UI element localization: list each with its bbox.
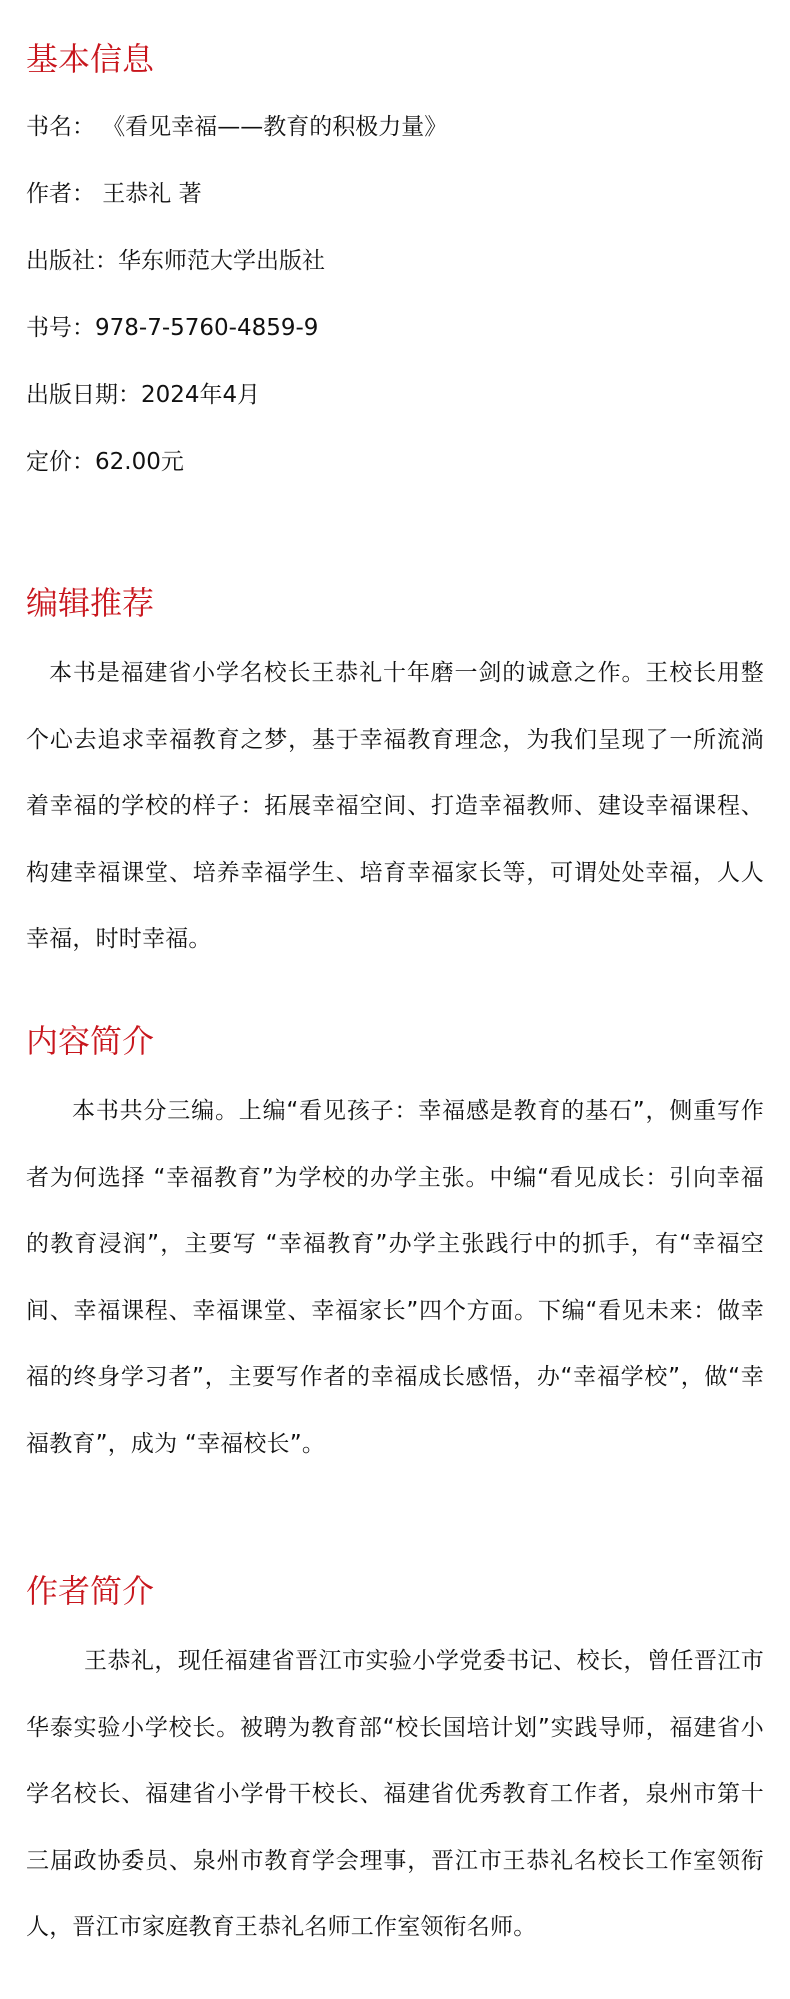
section-title-author-intro: 作者简介	[26, 1572, 155, 1610]
author-intro-text: 王恭礼，现任福建省晋江市实验小学党委书记、校长，曾任晋江市华泰实验小学校长。被聘为教育部“校长国培计划”实践导师，福建省小学名校长、福建省小学骨干校长、福建省优秀教育工作者，泉州市第十三届政协委员、泉州市教育学会理事，晋江市王恭礼名校长工作室领衔人，晋江市家庭教育王恭礼名师工作室领衔名师。	[26, 1648, 764, 1940]
book-isbn: 书号：978-7-5760-4859-9	[26, 315, 319, 341]
section-title-content-intro: 内容简介	[26, 1022, 155, 1060]
book-pub-date: 出版日期：2024年4月	[26, 382, 261, 408]
book-author: 作者： 王恭礼 著	[26, 181, 202, 207]
content-intro-text: 本书共分三编。上编“看见孩子：幸福感是教育的基石”，侧重写作者为何选择 “幸福教育”为学校的办学主张。中编“看见成长：引向幸福的教育浸润”，主要写 “幸福教育”办学主张践行中的抓手，有“幸福空间、幸福课程、幸福课堂、幸福家长”四个方面。下编“看见未来：做幸福的终身学习者”，主要写作者的幸福成长感悟，办“幸福学校”，做“幸福教育”，成为 “幸福校长”。	[26, 1098, 764, 1457]
book-publisher: 出版社：华东师范大学出版社	[26, 248, 325, 274]
section-title-basic-info: 基本信息	[26, 40, 155, 78]
editor-recommend-text: 本书是福建省小学名校长王恭礼十年磨一剑的诚意之作。王校长用整个心去追求幸福教育之梦，基于幸福教育理念，为我们呈现了一所流淌着幸福的学校的样子：拓展幸福空间、打造幸福教师、建设幸福课程、构建幸福课堂、培养幸福学生、培育幸福家长等，可谓处处幸福，人人幸福，时时幸福。	[26, 660, 764, 952]
basic-info-list	[26, 112, 447, 514]
book-name: 书名： 《看见幸福——教育的积极力量》	[26, 114, 448, 140]
book-price: 定价：62.00元	[26, 449, 184, 475]
section-title-editor-recommend: 编辑推荐	[26, 584, 155, 622]
